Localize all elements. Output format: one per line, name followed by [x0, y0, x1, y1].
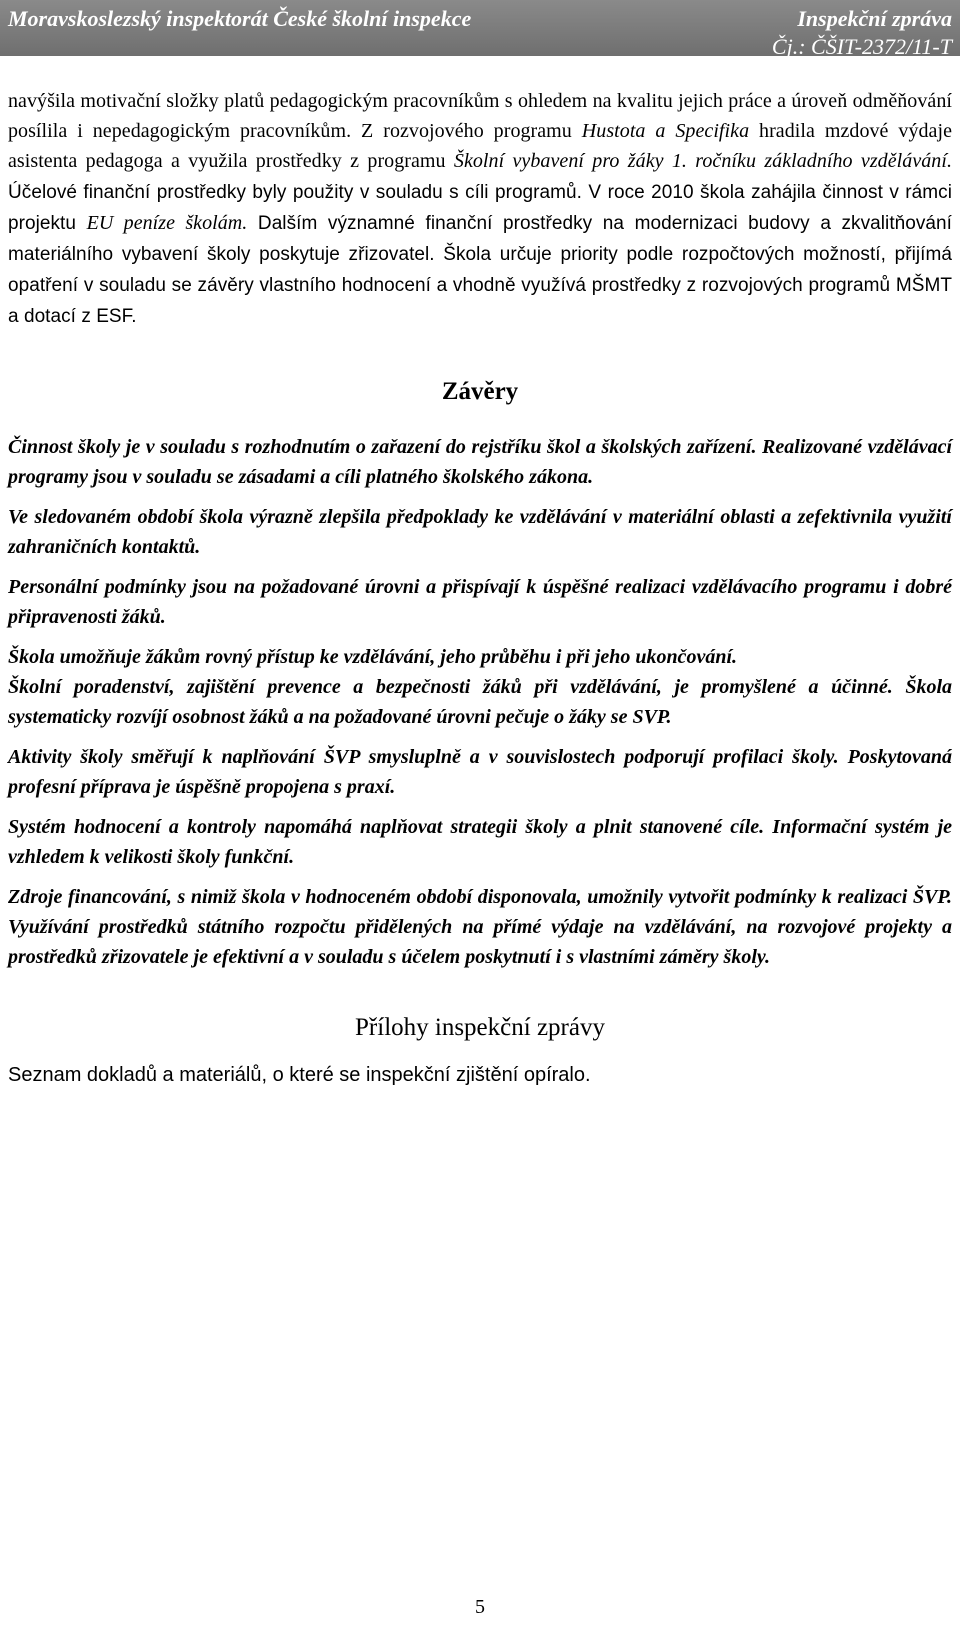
conclusion-paragraph: Činnost školy je v souladu s rozhodnutím o zařazení do rejstříku škol a školských zařízení. Realizované vzdělávací programy jsou v souladu se zásadami a cíli platného školského zákona. [8, 436, 952, 488]
conclusion-paragraph: Škola umožňuje žákům rovný přístup ke vzdělávání, jeho průběhu i při jeho ukončování. [8, 646, 737, 668]
attachments-heading: Přílohy inspekční zprávy [355, 1014, 605, 1041]
body-text: Účelové finanční prostředky byly použity v souladu s cíli programů. V roce 2010 škola zahájila činnost v rámci projektu [8, 182, 952, 234]
conclusion-paragraph: Ve sledovaném období škola výrazně zlepšila předpoklady ke vzdělávání v materiální oblasti a zefektivnila využití zahraničních kontaktů. [8, 506, 952, 558]
body-text: hradila mzdové výdaje asistenta pedagoga a využila prostředky z programu [8, 120, 953, 172]
header-document-type: Inspekční zpráva [797, 6, 952, 31]
header-organization: Moravskoslezský inspektorát České školní inspekce [8, 6, 472, 31]
document-body [8, 86, 952, 1090]
conclusion-paragraph: Aktivity školy směřují k naplňování ŠVP smysluplně a v souvislostech podporují profilaci školy. Poskytovaná profesní příprava je úspěšně propojena s praxí. [8, 746, 952, 798]
conclusion-paragraph: Systém hodnocení a kontroly napomáhá naplňovat strategii školy a plnit stanovené cíle. Informační systém je vzhledem k velikosti školy funkční. [8, 816, 952, 868]
attachments-text: Seznam dokladů a materiálů, o které se inspekční zjištění opíralo. [8, 1064, 591, 1086]
page-header [0, 0, 960, 59]
program-name: Školní vybavení pro žáky 1. ročníku základního vzdělávání. [453, 150, 952, 172]
conclusions-heading: Závěry [441, 378, 519, 405]
conclusion-paragraph: Personální podmínky jsou na požadované úrovni a přispívají k úspěšné realizaci vzdělávacího programu i dobré připravenosti žáků. [8, 576, 952, 628]
header-reference-number: Čj.: ČŠIT-2372/11-T [771, 34, 952, 59]
body-text: navýšila motivační složky platů pedagogickým pracovníkům s ohledem na kvalitu jejich práce a úroveň odměňování posílila i nepedagogickým pracovníkům. Z rozvojového programu [8, 90, 952, 142]
body-paragraph [8, 86, 952, 332]
program-name: Hustota a Specifika [581, 120, 750, 142]
program-name: EU peníze školám. [86, 212, 248, 234]
conclusion-paragraph: Školní poradenství, zajištění prevence a bezpečnosti žáků při vzdělávání, je promyšlené a účinné. Škola systematicky rozvíjí osobnost žáků a na požadované úrovni pečuje o žáky se SVP. [8, 676, 952, 728]
body-text: Dalším významné finanční prostředky na modernizaci budovy a zkvalitňování materiálního vybavení školy poskytuje zřizovatel. Škola určuje priority podle rozpočtových možností, přijímá opatření v souladu se závěry vlastního hodnocení a vhodně využívá prostředky z rozvojových programů MŠMT a dotací z ESF. [8, 213, 952, 327]
page-number: 5 [475, 1596, 485, 1618]
conclusion-paragraph: Zdroje financování, s nimiž škola v hodnoceném období disponovala, umožnily vytvořit podmínky k realizaci ŠVP. Využívání prostředků státního rozpočtu přidělených na přímé výdaje na vzdělávání, na rozvojové projekty a prostředků zřizovatele je efektivní a v souladu s účelem poskytnutí i s vlastními záměry školy. [8, 886, 952, 968]
conclusions-list [8, 432, 952, 972]
